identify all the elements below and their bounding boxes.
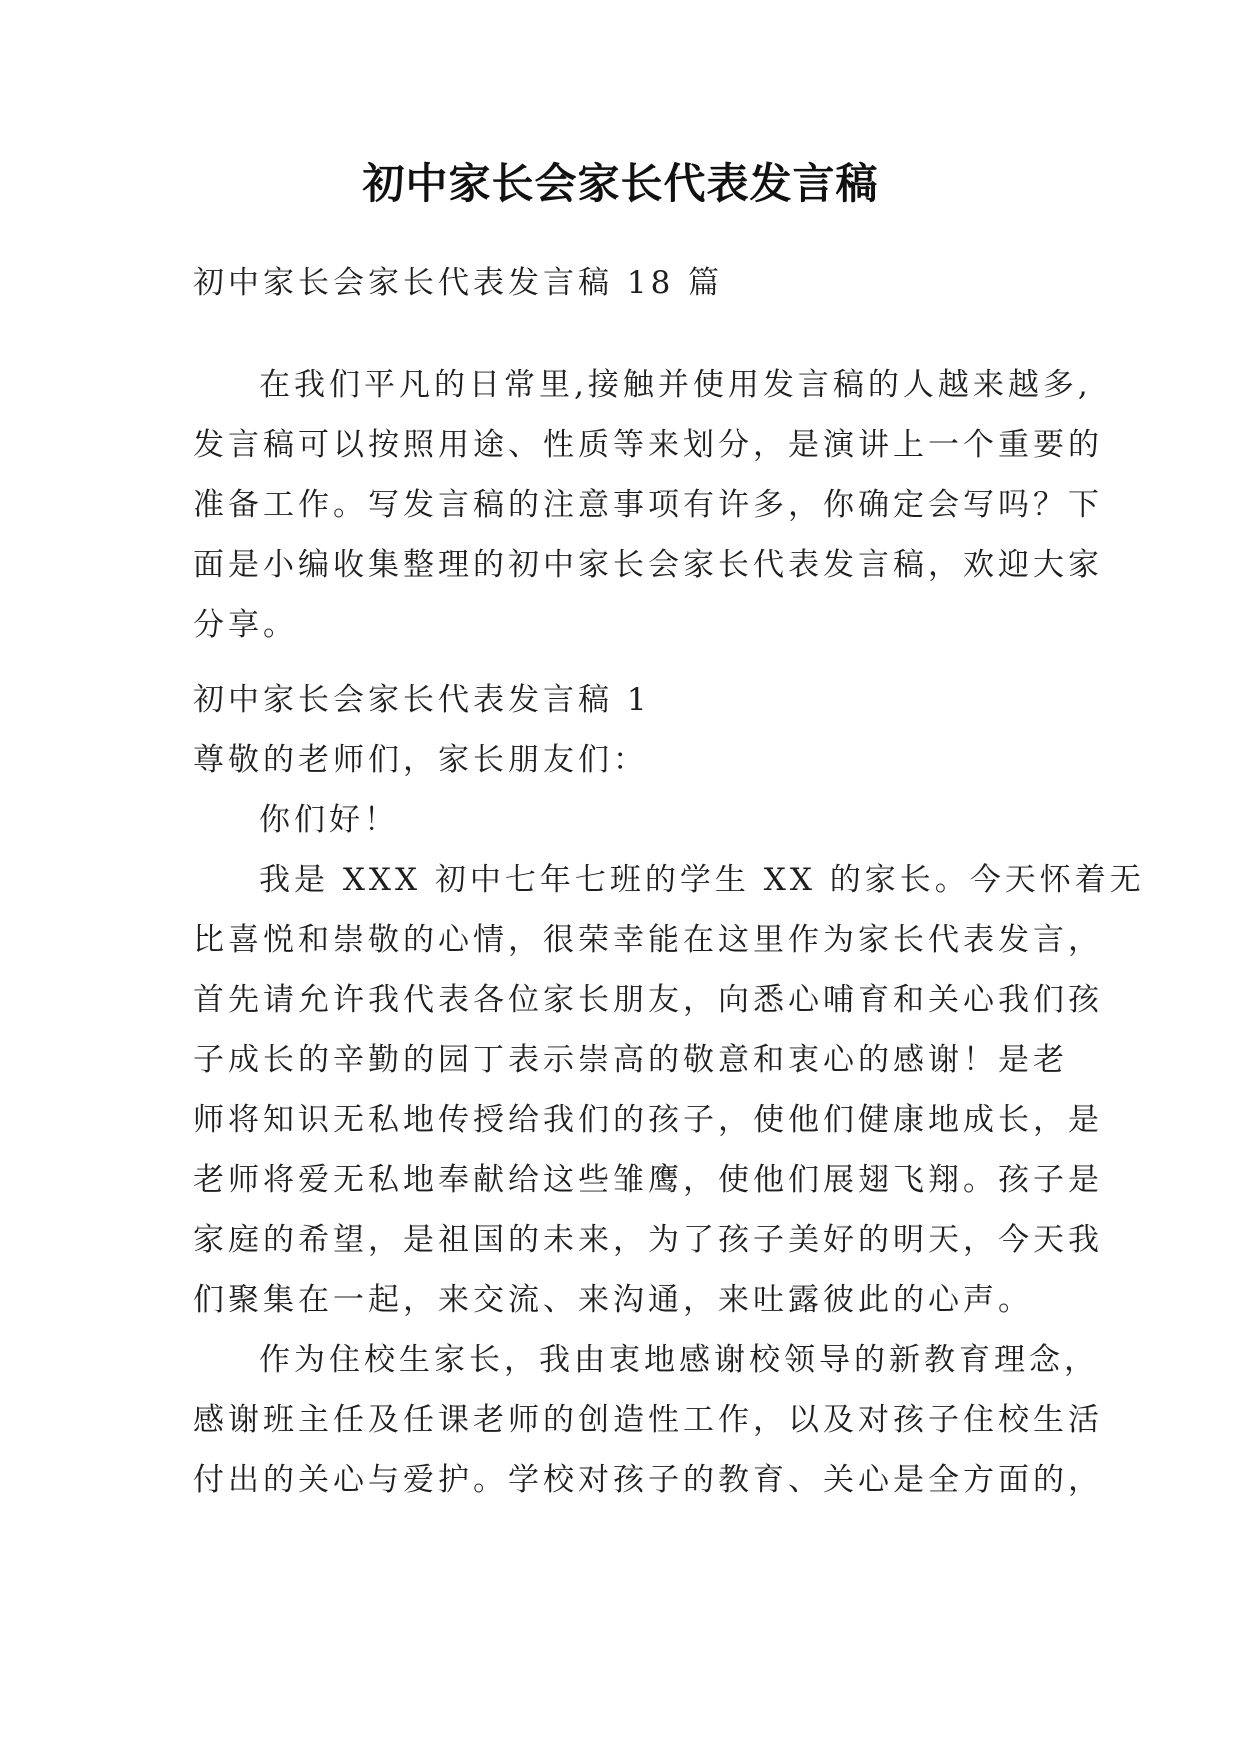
paragraph-1-line: 家庭的希望，是祖国的未来，为了孩子美好的明天，今天我 <box>193 1222 1103 1258</box>
intro-line: 在我们平凡的日常里,接触并使用发言稿的人越来越多, <box>259 367 1092 403</box>
salutation: 尊敬的老师们，家长朋友们： <box>193 742 648 778</box>
intro-paragraph <box>193 355 1103 655</box>
speech-section <box>193 670 1145 1510</box>
paragraph-1-line: 子成长的辛勤的园丁表示崇高的敬意和衷心的感谢！是老 <box>193 1042 1068 1078</box>
paragraph-1-line: 们聚集在一起，来交流、来沟通，来吐露彼此的心声。 <box>193 1282 1033 1318</box>
greeting: 你们好！ <box>259 802 399 838</box>
document-subtitle: 初中家长会家长代表发言稿 18 篇 <box>193 265 724 301</box>
intro-line: 分享。 <box>193 607 298 643</box>
intro-line: 面是小编收集整理的初中家长会家长代表发言稿，欢迎大家 <box>193 547 1103 583</box>
intro-line: 准备工作。写发言稿的注意事项有许多，你确定会写吗？下 <box>193 487 1103 523</box>
paragraph-1-line: 比喜悦和崇敬的心情，很荣幸能在这里作为家长代表发言， <box>193 922 1103 958</box>
paragraph-2-line: 作为住校生家长，我由衷地感谢校领导的新教育理念， <box>259 1342 1099 1378</box>
paragraph-2-line: 感谢班主任及任课老师的创造性工作，以及对孩子住校生活 <box>193 1402 1103 1438</box>
intro-line: 发言稿可以按照用途、性质等来划分，是演讲上一个重要的 <box>193 427 1103 463</box>
paragraph-1-line: 师将知识无私地传授给我们的孩子，使他们健康地成长，是 <box>193 1102 1103 1138</box>
paragraph-2-line: 付出的关心与爱护。学校对孩子的教育、关心是全方面的， <box>193 1462 1103 1498</box>
document-title: 初中家长会家长代表发言稿 <box>362 159 879 208</box>
paragraph-1-line: 我是 XXX 初中七年七班的学生 XX 的家长。今天怀着无 <box>259 862 1145 898</box>
document-subtitle-block <box>193 253 1055 313</box>
paragraph-1-line: 首先请允许我代表各位家长朋友，向悉心哺育和关心我们孩 <box>193 982 1103 1018</box>
section-heading: 初中家长会家长代表发言稿 1 <box>193 682 651 718</box>
paragraph-1-line: 老师将爱无私地奉献给这些雏鹰，使他们展翅飞翔。孩子是 <box>193 1162 1103 1198</box>
